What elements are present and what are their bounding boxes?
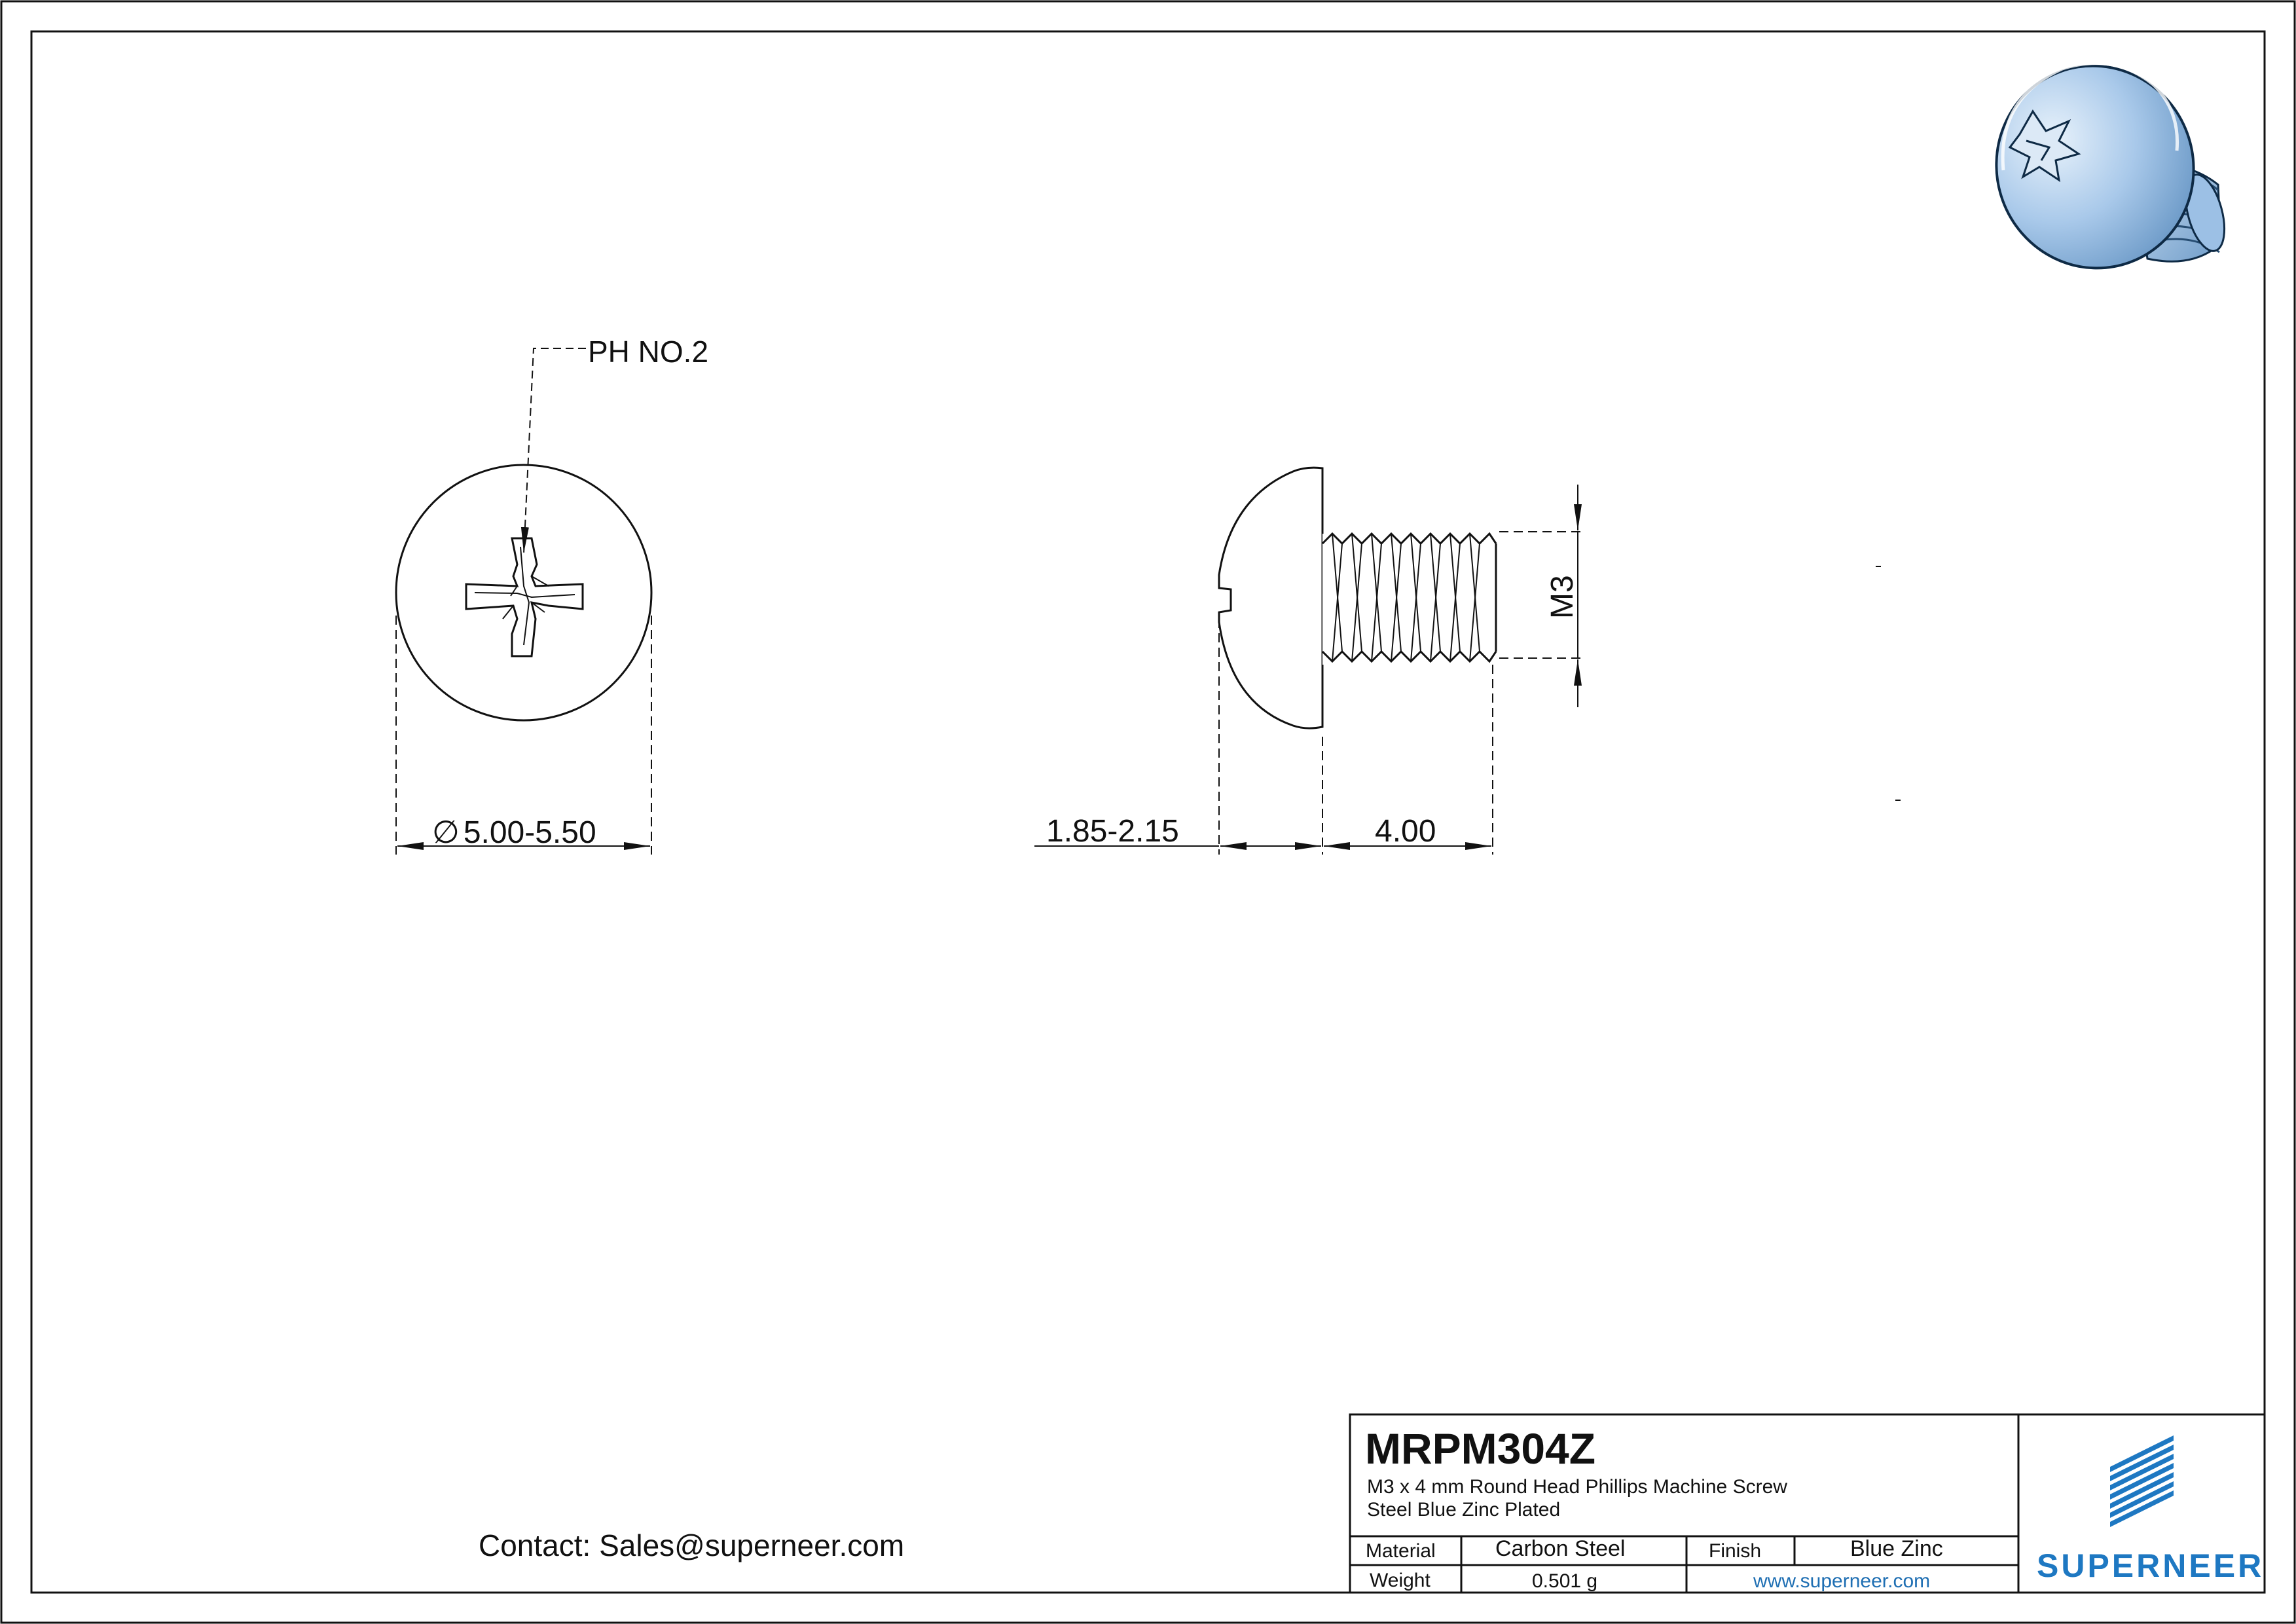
contact-text: Contact: Sales@superneer.com [479, 1528, 905, 1562]
head-profile [1219, 468, 1322, 728]
description-line1: M3 x 4 mm Round Head Phillips Machine Screw [1367, 1476, 1787, 1498]
callout-drive: PH NO.2 [588, 335, 709, 369]
diameter-symbol: ∅ [432, 815, 460, 850]
dim-length: 4.00 [1375, 814, 1436, 849]
diameter-value: 5.00-5.50 [463, 815, 596, 850]
part-number: MRPM304Z [1365, 1424, 1596, 1473]
superneer-logo-mark [2110, 1435, 2174, 1527]
superneer-logo-text: SUPERNEER [2037, 1547, 2265, 1584]
dim-head-height: 1.85-2.15 [1046, 814, 1179, 849]
head-outline [396, 465, 651, 720]
top-view [396, 348, 651, 855]
weight-value: 0.501 g [1532, 1570, 1598, 1592]
material-value: Carbon Steel [1495, 1536, 1626, 1561]
weight-label: Weight [1370, 1570, 1430, 1591]
outer-border [1, 1, 2295, 1623]
material-label: Material [1366, 1540, 1436, 1562]
side-view [1034, 468, 1584, 855]
website-link[interactable]: www.superneer.com [1753, 1570, 1931, 1592]
thread-shank [1322, 534, 1496, 665]
dim-thread: M3 [1545, 575, 1580, 619]
finish-value: Blue Zinc [1850, 1536, 1943, 1561]
inner-border [31, 31, 2265, 1593]
dim-head-diameter [432, 815, 596, 850]
finish-label: Finish [1709, 1540, 1762, 1562]
description-line2: Steel Blue Zinc Plated [1367, 1499, 1561, 1521]
screw-3d-render [1968, 38, 2232, 296]
